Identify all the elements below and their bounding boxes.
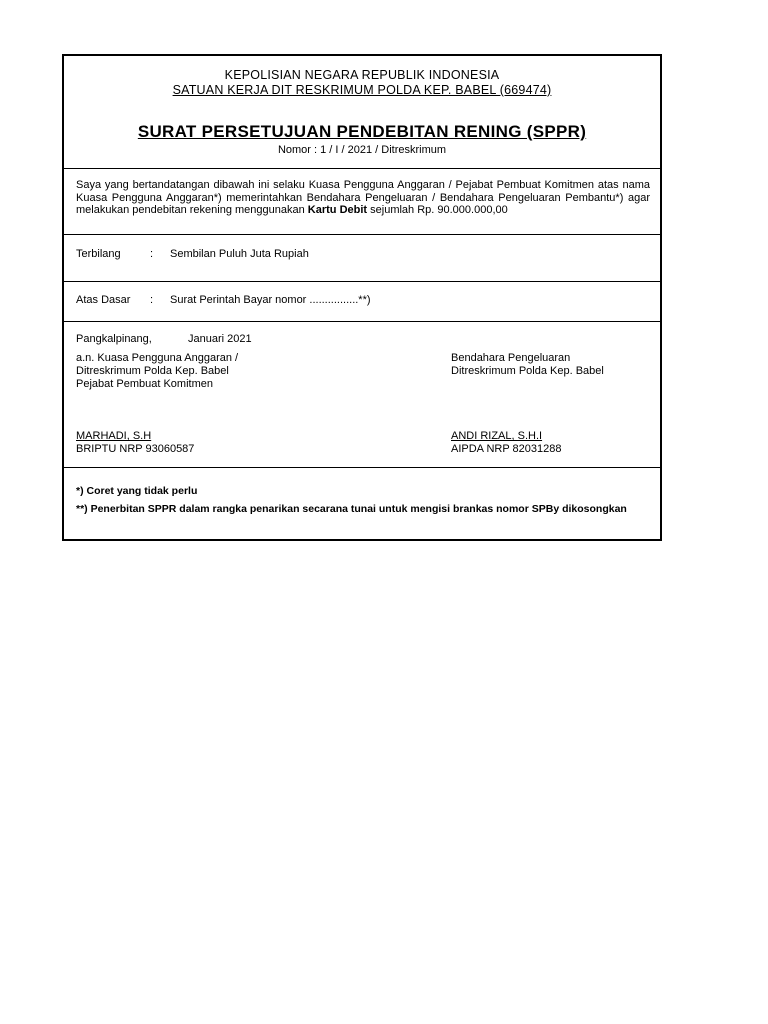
atas-dasar-value: Surat Perintah Bayar nomor ................**): [170, 294, 371, 306]
left-signer-line1: a.n. Kuasa Pengguna Anggaran /: [76, 352, 239, 364]
institution-name: KEPOLISIAN NEGARA REPUBLIK INDONESIA: [224, 68, 500, 82]
left-signer-name: MARHADI, S.H: [76, 430, 152, 442]
atas-dasar-colon: :: [150, 294, 154, 306]
left-signer-line2: Ditreskrimum Polda Kep. Babel: [76, 365, 229, 377]
sign-date: Januari 2021: [188, 333, 252, 345]
divider: [64, 467, 660, 468]
sign-place: Pangkalpinang,: [76, 333, 152, 345]
left-signer-line3: Pejabat Pembuat Komitmen: [76, 378, 213, 390]
statement-text: Saya yang bertandatangan dibawah ini selaku Kuasa Pengguna Anggaran / Pejabat Pembuat Komitmen atas nama Kuasa Pengguna Anggaran*) memerintahkan Bendahara Pengeluaran / Bendahara Pengeluaran Pembantu*) agar melakukan pendebitan rekening menggunakan: [76, 179, 650, 216]
divider: [64, 168, 660, 169]
divider: [64, 321, 660, 322]
statement-paragraph: [76, 179, 650, 217]
work-unit-text: SATUAN KERJA DIT RESKRIMUM POLDA KEP. BABEL (669474): [172, 83, 552, 97]
right-signer-line1: Bendahara Pengeluaran: [451, 352, 571, 364]
divider: [64, 281, 660, 282]
document-title: [64, 122, 660, 142]
terbilang-label: Terbilang: [76, 248, 121, 260]
sppr-document: [62, 54, 662, 541]
right-signer-name: ANDI RIZAL, S.H.I: [451, 430, 543, 442]
atas-dasar-label: Atas Dasar: [76, 294, 131, 306]
terbilang-colon: :: [150, 248, 154, 260]
note-1: *) Coret yang tidak perlu: [76, 485, 198, 497]
terbilang-row: [76, 248, 636, 262]
divider: [64, 234, 660, 235]
left-signer-nrp: BRIPTU NRP 93060587: [76, 443, 195, 455]
statement-bold: Kartu Debit: [307, 204, 368, 216]
document-number: Nomor : 1 / I / 2021 / Ditreskrimum: [277, 144, 447, 156]
document-title-text: SURAT PERSETUJUAN PENDEBITAN RENING (SPPR): [137, 122, 587, 141]
note-2: **) Penerbitan SPPR dalam rangka penarikan secarana tunai untuk mengisi brankas nomor SPBy dikosongkan: [76, 503, 627, 515]
work-unit: [64, 83, 660, 97]
statement-amount: sejumlah Rp. 90.000.000,00: [370, 204, 508, 216]
right-signer-nrp: AIPDA NRP 82031288: [451, 443, 562, 455]
terbilang-value: Sembilan Puluh Juta Rupiah: [170, 248, 309, 260]
atas-dasar-row: [76, 294, 636, 308]
right-signer-line2: Ditreskrimum Polda Kep. Babel: [451, 365, 604, 377]
